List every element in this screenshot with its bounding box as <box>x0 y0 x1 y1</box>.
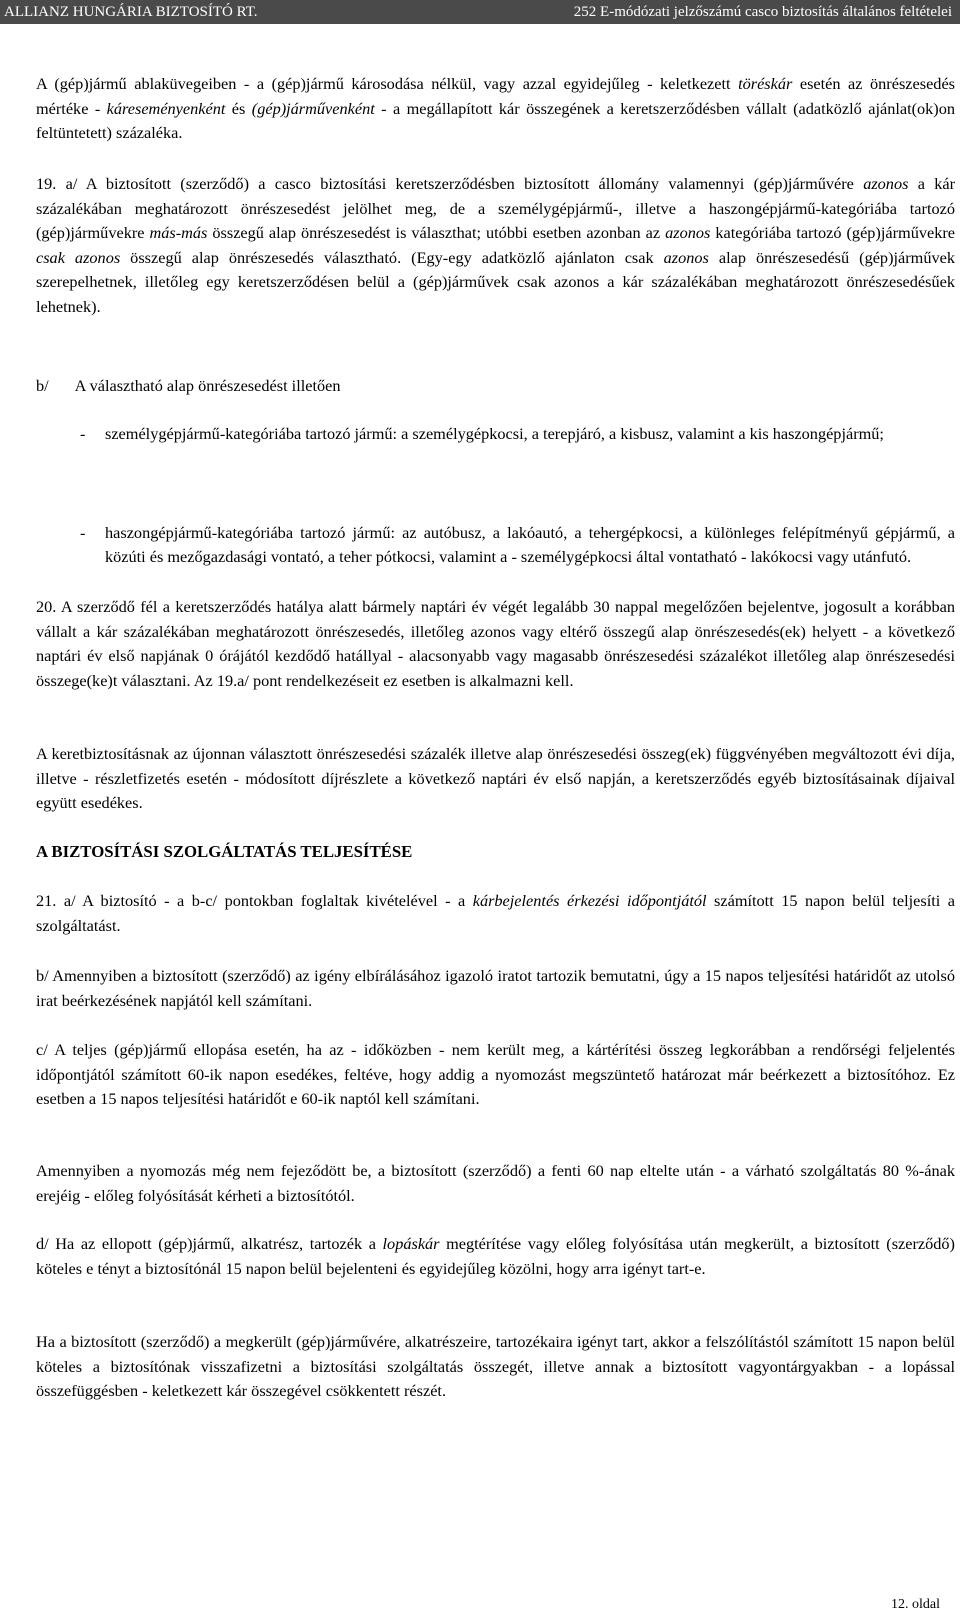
section-number-19: 19. <box>36 174 57 193</box>
section-19b: b/ A választható alap önrészesedést illetően <box>36 376 341 395</box>
section-21c: c/ A teljes (gép)jármű ellopása esetén, ha az - időközben - nem került meg, a kártérítési összeg legkorábban a rendőrségi feljelentés időpontjától számított 60-ik napon esedékes, feltéve, hogy addig a nyomozást megszüntető határozat már beérkezett a biztosítóhoz. Ez esetben a 15 napos teljesítési határidőt e 60-ik naptól kell számítani. <box>36 1040 955 1109</box>
section-21d-paragraph-2: Ha a biztosított (szerződő) a megkerült (gép)járművére, alkatrészeire, tartozékaira igényt tart, akkor a felszólítástól számított 15 napon belül köteles a biztosítónak visszafizetni a biztosítási szolgáltatás összegét, illetve annak a biztosított vagyontárgyakban - a lopással összefüggésben - keletkezett kár összegével csökkentett részét. <box>36 1332 955 1401</box>
section-number-21: 21. <box>36 891 57 910</box>
page-number: 12. oldal <box>891 1597 940 1612</box>
header-document-title: 252 E-módózati jelzőszámú casco biztosítás általános feltételei <box>573 4 952 20</box>
section-21b: b/ Amennyiben a biztosított (szerződő) az igény elbírálásához igazoló iratot tartozik bemutatni, úgy a 15 napos teljesítési határidőt az utolsó irat beérkezésének napjától kell számítani. <box>36 966 955 1010</box>
page-header <box>0 0 960 24</box>
list-item-car-category: - személygépjármű-kategóriába tartozó jármű: a személygépkocsi, a terepjáró, a kisbusz, valamint a kis haszongépjármű; <box>80 424 884 443</box>
header-company: ALLIANZ HUNGÁRIA BIZTOSÍTÓ RT. <box>4 4 258 20</box>
section-21d: d/ Ha az ellopott (gép)jármű, alkatrész, tartozék a lopáskár megtérítése vagy előleg folyósítása után megkerült, a biztosított (szerződő) köteles e tényt a biztosítónál 15 napon belül bejelenteni és egyidejűleg közölni, hogy arra igényt tart-e. <box>36 1234 955 1278</box>
section-20-paragraph-2: A keretbiztosításnak az újonnan választott önrészesedési százalék illetve alap önrészesedési összeg(ek) függvényében megváltozott évi díja, illetve - részletfizetés esetén - módosított díjrészlete a következő naptári év első napján, a keretszerződés egyéb biztosításainak díjaival együtt esedékes. <box>36 744 955 813</box>
section-heading: A BIZTOSÍTÁSI SZOLGÁLTATÁS TELJESÍTÉSE <box>36 842 413 861</box>
section-19a: 19. a/ A biztosított (szerződő) a casco biztosítási keretszerződésben biztosított állomány valamennyi (gép)járművére azonos a kár százalékában meghatározott önrészesedést jelölhet meg, de a személygépjármű-, illetve a haszongépjármű-kategóriába tartozó (gép)járművekre más-más összegű alap önrészesedést is választhat; utóbbi esetben azonban az azonos kategóriába tartozó (gép)járművekre csak azonos összegű alap önrészesedés választható. (Egy-egy adatközlő ajánlaton csak azonos alap önrészesedésű (gép)járművek szerepelhetnek, illetőleg egy keretszerződésen belül a (gép)járművek csak azonos a kár százalékában meghatározott önrészesedésűek lehetnek). <box>36 174 955 316</box>
section-number-20: 20. <box>36 597 57 616</box>
section-20: 20. A szerződő fél a keretszerződés hatálya alatt bármely naptári év végét legalább 30 nappal megelőzően bejelentve, jogosult a korábban vállalt a kár százalékában meghatározott önrészesedés, illetőleg azonos vagy eltérő összegű alap önrészesedés(ek) helyett - a következő naptári év első napjának 0 órájától kezdődő hatállyal - alacsonyabb vagy magasabb önrészesedési százalékot illetőleg alap önrészesedési összege(ke)t választani. Az 19.a/ pont rendelkezéseit ez esetben is alkalmazni kell. <box>36 597 955 690</box>
paragraph-intro: A (gép)jármű ablaküvegeiben - a (gép)jármű károsodása nélkül, vagy azzal egyidejűleg - keletkezett töréskár esetén az önrészesedés mértéke - káreseményenként és (gép)járművenként - a megállapított kár összegének a keretszerződésben vállalt (adatközlő ajánlat(ok)on feltüntetett) százaléka. <box>36 74 956 143</box>
section-21c-paragraph-2: Amennyiben a nyomozás még nem fejeződött be, a biztosított (szerződő) a fenti 60 nap eltelte után - a várható szolgáltatás 80 %-ának erejéig - előleg folyósítását kérheti a biztosítótól. <box>36 1161 955 1205</box>
section-21a: 21. a/ A biztosító - a b-c/ pontokban foglaltak kivételével - a kárbejelentés érkezési időpontjától számított 15 napon belül teljesíti a szolgáltatást. <box>36 891 955 935</box>
list-item-truck-category: - haszongépjármű-kategóriába tartozó jármű: az autóbusz, a lakóautó, a tehergépkocsi, a különleges felépítményű gépjármű, a közúti és mezőgazdasági vontató, a teher pótkocsi, valamint a - személygépkocsi által vontatható - lakókocsi vagy utánfutó. <box>80 522 955 567</box>
